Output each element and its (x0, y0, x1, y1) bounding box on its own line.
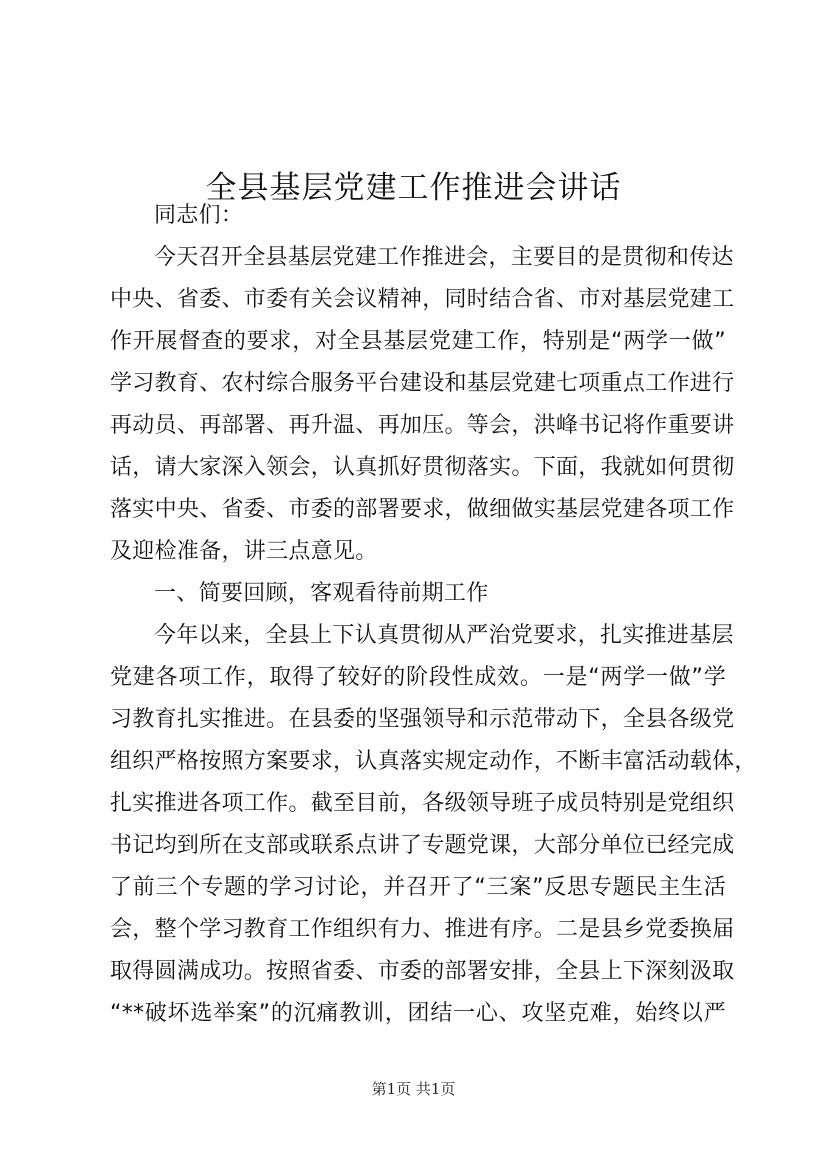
paragraph-line: 党建各项工作，取得了较好的阶段性成效。一是“两学一做”学 (110, 665, 726, 690)
document-title: 全县基层党建工作推进会讲话 (205, 169, 622, 206)
paragraph-line: 组织严格按照方案要求，认真落实规定动作，不断丰富活动载体， (110, 749, 757, 774)
paragraph-line: 扎实推进各项工作。截至目前，各级领导班子成员特别是党组织 (110, 791, 735, 816)
document-body (110, 195, 757, 1035)
paragraph-line: “**破坏选举案”的沉痛教训，团结一心、攻坚克难，始终以严 (110, 1001, 726, 1026)
paragraph-line: 作开展督查的要求，对全县基层党建工作，特别是“两学一做” (110, 329, 726, 354)
paragraph-line: 会，整个学习教育工作组织有力、推进有序。二是县乡党委换届 (110, 917, 735, 942)
paragraph-line: 今天召开全县基层党建工作推进会，主要目的是贯彻和传达 (154, 245, 734, 270)
section-heading: 一、简要回顾，客观看待前期工作 (154, 581, 489, 606)
paragraph-line: 话，请大家深入领会，认真抓好贯彻落实。下面，我就如何贯彻 (110, 455, 735, 480)
paragraph-line: 学习教育、农村综合服务平台建设和基层党建七项重点工作进行 (110, 371, 735, 396)
paragraph-line: 落实中央、省委、市委的部署要求，做细做实基层党建各项工作 (110, 497, 735, 522)
paragraph-line: 再动员、再部署、再升温、再加压。等会，洪峰书记将作重要讲 (110, 413, 735, 438)
paragraph-line: 了前三个专题的学习讨论，并召开了“三案”反思专题民主生活 (110, 875, 726, 900)
paragraph-line: 取得圆满成功。按照省委、市委的部署安排，全县上下深刻汲取 (110, 959, 735, 984)
salutation-line: 同志们： (154, 203, 244, 228)
paragraph-line: 习教育扎实推进。在县委的坚强领导和示范带动下，全县各级党 (110, 707, 735, 732)
paragraph-line: 及迎检准备，讲三点意见。 (110, 539, 378, 564)
paragraph-line: 今年以来，全县上下认真贯彻从严治党要求，扎实推进基层 (154, 623, 734, 648)
page-footer: 第1页 共1页 (371, 1080, 456, 1098)
paragraph-line: 书记均到所在支部或联系点讲了专题党课，大部分单位已经完成 (110, 833, 735, 858)
paragraph-line: 中央、省委、市委有关会议精神，同时结合省、市对基层党建工 (110, 287, 735, 312)
